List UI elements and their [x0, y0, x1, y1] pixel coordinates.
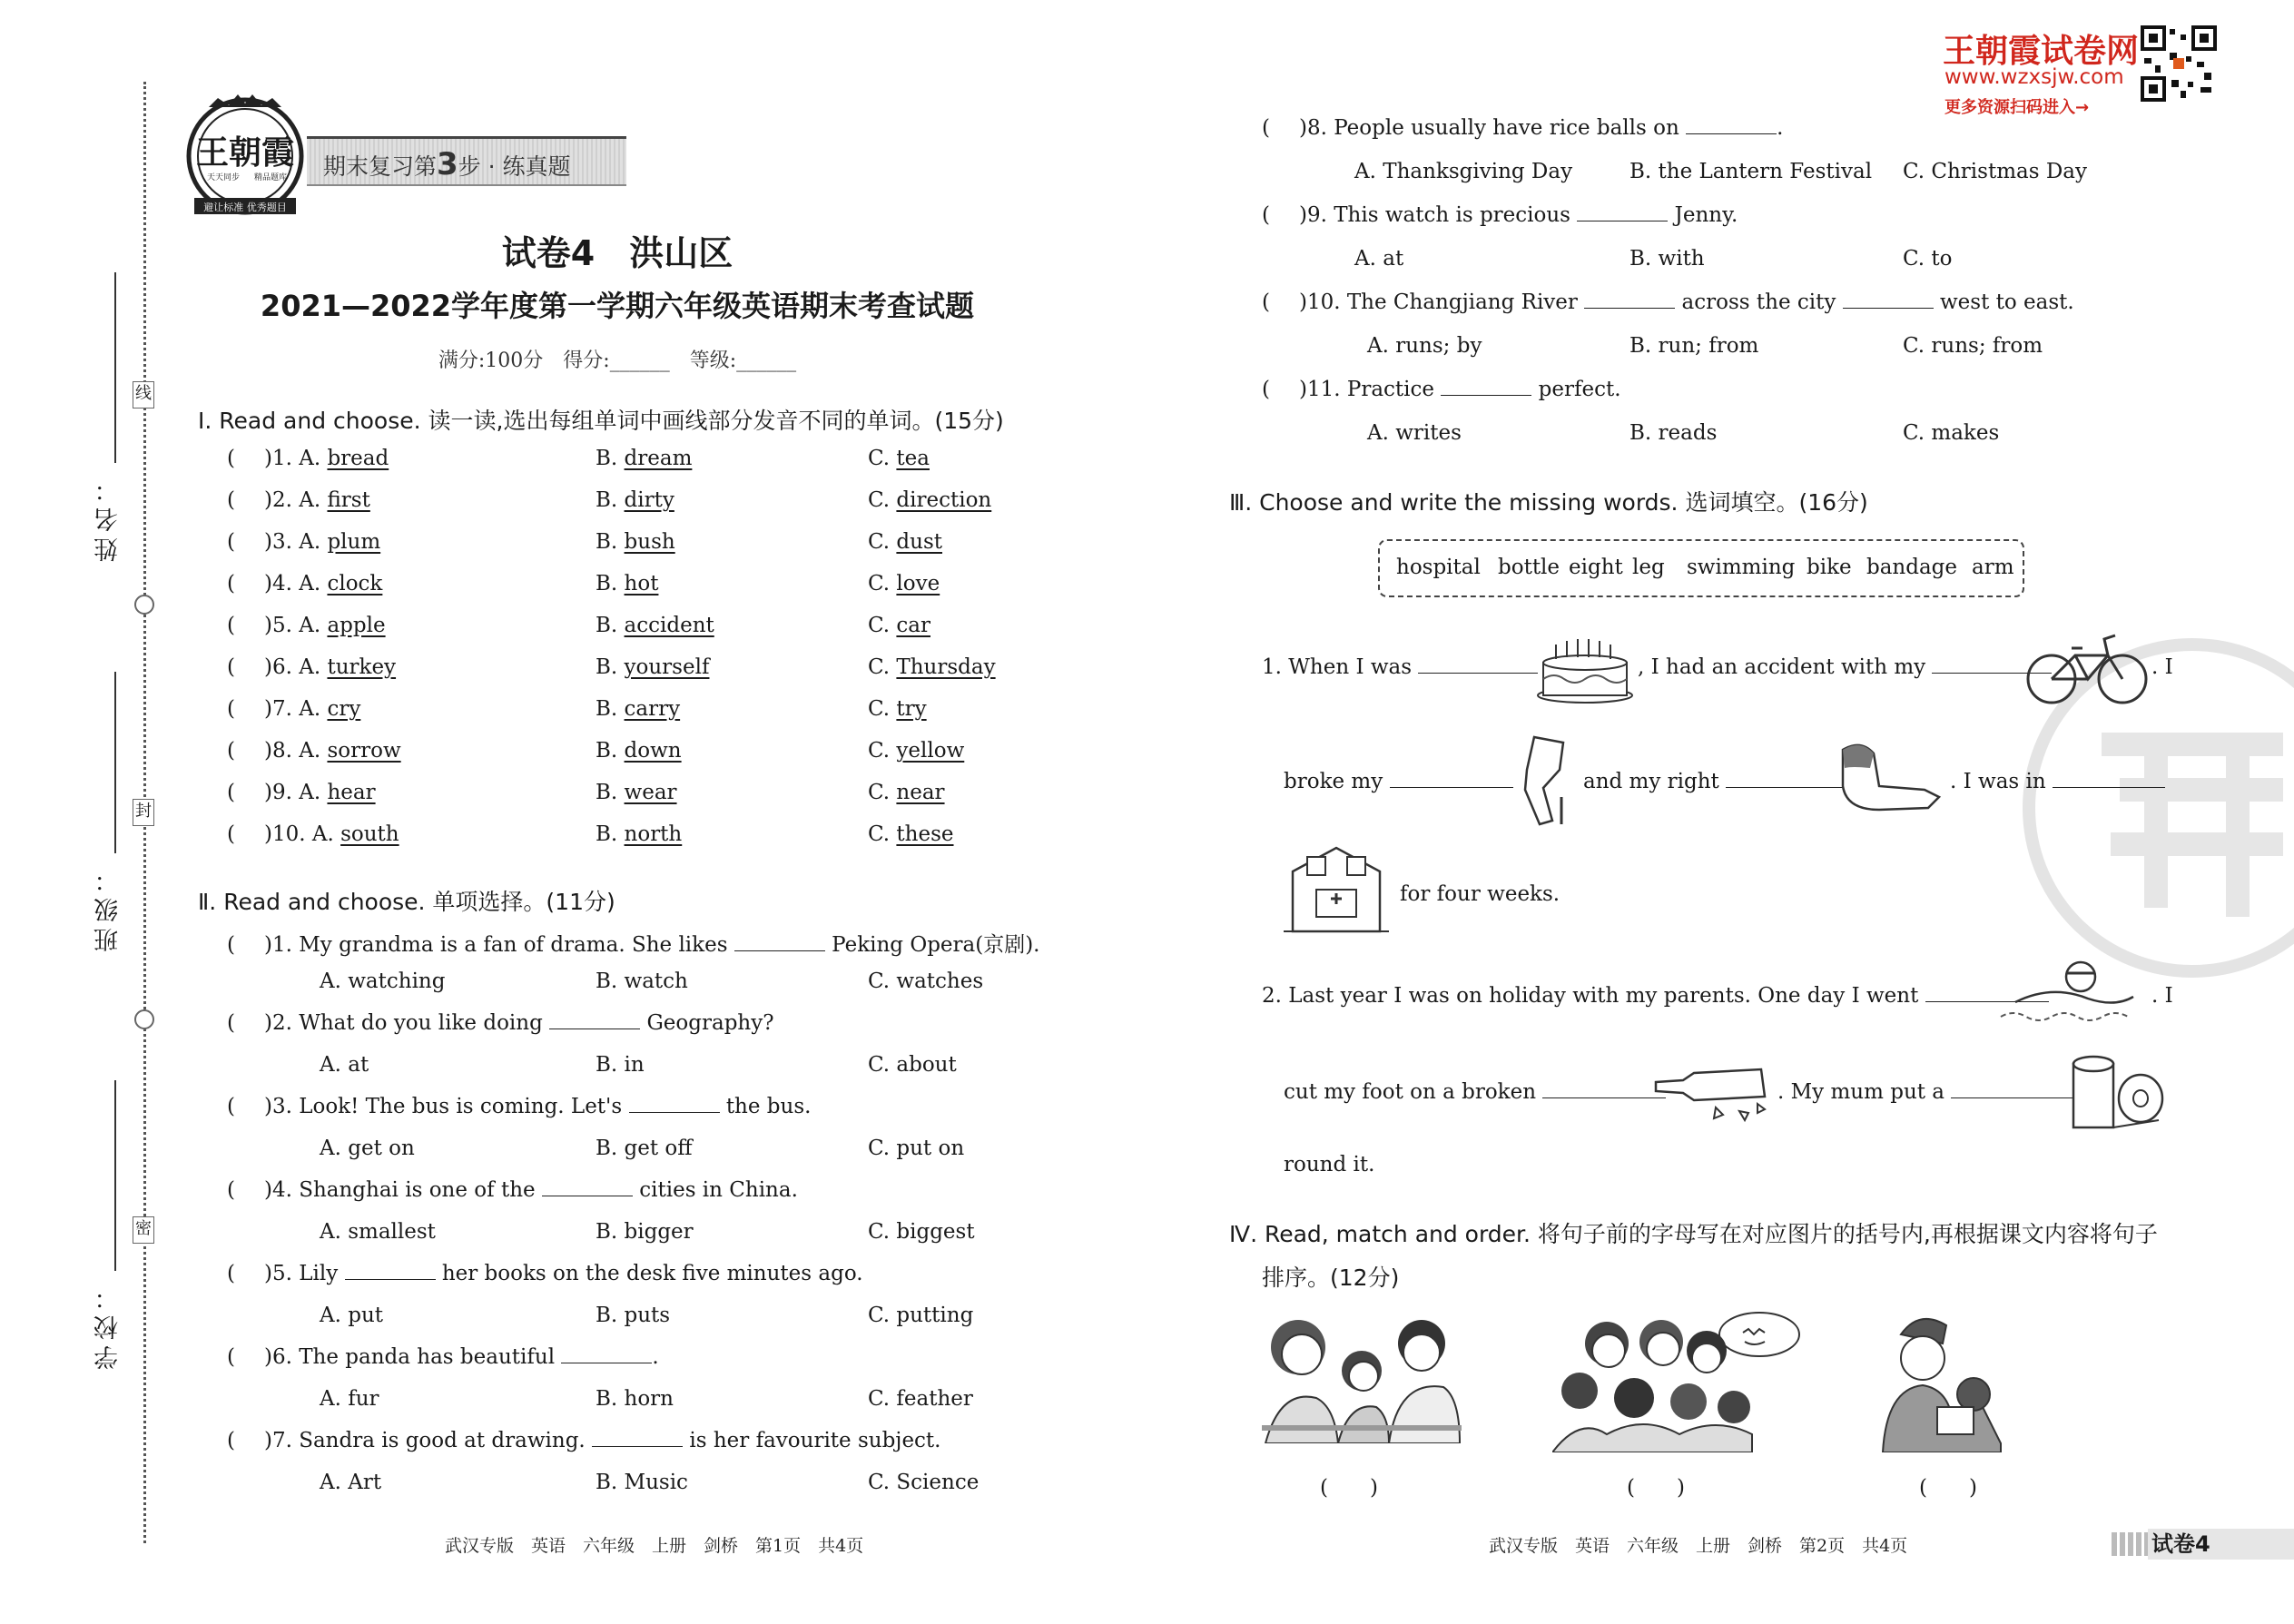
option-c: C. Science	[868, 1471, 980, 1494]
answer-blank[interactable]	[345, 1279, 436, 1280]
question-row: ( )10. A. south	[227, 822, 399, 846]
bike-icon	[2024, 619, 2151, 710]
option-c: C. these	[868, 822, 954, 846]
option-a: A. fur	[320, 1387, 379, 1411]
question-row: ( )8. People usually have rice balls on .	[1262, 116, 1784, 140]
option-b: B. yourself	[596, 655, 710, 679]
option-b: B. run; from	[1629, 334, 1759, 358]
class-picture	[1552, 1307, 1807, 1452]
option-c: C. car	[868, 614, 930, 637]
answer-blank[interactable]	[1584, 308, 1675, 309]
question-row: ( )6. The panda has beautiful .	[227, 1345, 659, 1369]
option-c: C. to	[1903, 247, 1953, 271]
seal-small-left: 天天同步	[207, 173, 241, 182]
arm-icon	[1834, 741, 1946, 822]
class-label: 班级：	[94, 862, 123, 952]
sentence-part: . I was in	[1950, 770, 2165, 793]
section4-heading-cont: 排序。(12分)	[1262, 1265, 1400, 1291]
step-banner	[307, 136, 626, 186]
site-tagline: 更多资源扫码进入→	[1944, 98, 2090, 117]
site-url[interactable]: www.wzxsjw.com	[1944, 65, 2124, 89]
option-c: C. makes	[1903, 421, 2000, 445]
picture-answer-bracket[interactable]: ( )	[1919, 1476, 1977, 1500]
question-row: ( )5. A. apple	[227, 614, 386, 637]
option-a: A. Art	[320, 1471, 382, 1494]
section4-heading: Ⅳ. Read, match and order. 将句子前的字母写在对应图片的括号内,再根据课文内容将句子	[1229, 1221, 2158, 1247]
sentence-part: . I	[2151, 984, 2173, 1008]
word-option: bandage	[1866, 556, 1958, 579]
option-c: C. dust	[868, 530, 942, 554]
option-a: A. writes	[1367, 421, 1462, 445]
word-bank	[1378, 539, 2024, 597]
section3-heading: Ⅲ. Choose and write the missing words. 选词填空。(16分)	[1229, 489, 1868, 516]
question-row: ( )5. Lily her books on the desk five minutes ago.	[227, 1262, 863, 1285]
paper-title: 试卷4 洪山区	[501, 233, 733, 273]
option-b: B. hot	[596, 572, 659, 595]
answer-blank[interactable]	[1686, 133, 1777, 134]
option-c: C. biggest	[868, 1220, 975, 1244]
sentence-part: for four weeks.	[1400, 882, 1561, 906]
question-row: ( )8. A. sorrow	[227, 739, 401, 763]
class-write-line[interactable]	[114, 672, 116, 853]
option-a: A. Thanksgiving Day	[1354, 160, 1573, 183]
page-tab: 试卷4	[2148, 1529, 2294, 1560]
question-row: ( )9. A. hear	[227, 781, 376, 804]
question-row: ( )9. This watch is precious Jenny.	[1262, 203, 1738, 227]
option-c: C. try	[868, 697, 927, 721]
option-b: B. dirty	[596, 488, 674, 512]
picture-answer-bracket[interactable]: ( )	[1627, 1476, 1685, 1500]
option-a: A. runs; by	[1367, 334, 1482, 358]
option-a: A. watching	[320, 969, 446, 993]
question-row: ( )7. A. cry	[227, 697, 361, 721]
question-row: ( )6. A. turkey	[227, 655, 397, 679]
answer-blank[interactable]	[629, 1112, 720, 1113]
seal-small-right: 精品题库	[254, 173, 288, 182]
sentence-part: round it.	[1284, 1153, 1375, 1176]
broken-bottle-icon	[1652, 1060, 1779, 1124]
answer-blank[interactable]	[1951, 1097, 2074, 1098]
option-b: B. accident	[596, 614, 714, 637]
option-b: B. dream	[596, 447, 693, 470]
score-line: 满分:100分 得分:______ 等级:______	[438, 349, 797, 372]
option-c: C. Thursday	[868, 655, 996, 679]
answer-blank[interactable]	[1441, 395, 1531, 396]
swimming-icon	[1997, 957, 2148, 1038]
option-b: B. bigger	[596, 1220, 694, 1244]
option-a: A. put	[320, 1304, 384, 1327]
word-option: arm	[1972, 556, 2014, 579]
bandage-roll-icon	[2068, 1051, 2170, 1137]
option-b: B. down	[596, 739, 682, 763]
banner-text: 期末复习第3步 · 练真题	[323, 146, 571, 182]
option-c: C. runs; from	[1903, 334, 2043, 358]
option-b: B. north	[596, 822, 683, 846]
binding-circle	[134, 595, 154, 615]
option-c: C. about	[868, 1053, 957, 1077]
doctor-picture	[1874, 1307, 2019, 1452]
question-row: ( )4. Shanghai is one of the cities in China.	[227, 1178, 798, 1202]
answer-blank[interactable]	[592, 1446, 683, 1447]
question-row: ( )2. A. first	[227, 488, 370, 512]
seal-char-line: 线	[133, 381, 154, 408]
option-a: A. smallest	[320, 1220, 436, 1244]
option-b: B. get off	[596, 1137, 693, 1160]
answer-blank[interactable]	[1843, 308, 1934, 309]
option-a: A. get on	[320, 1137, 415, 1160]
school-label: 学校：	[94, 1280, 123, 1370]
question-row: ( )10. The Changjiang River across the city west to east.	[1262, 290, 2074, 314]
answer-blank[interactable]	[2053, 787, 2165, 788]
option-b: B. carry	[596, 697, 681, 721]
option-c: C. love	[868, 572, 940, 595]
option-b: B. bush	[596, 530, 675, 554]
option-c: C. yellow	[868, 739, 965, 763]
family-picture	[1262, 1307, 1462, 1443]
page-tab-pattern	[2112, 1532, 2148, 1556]
footer-left: 武汉专版 英语 六年级 上册 剑桥 第1页 共4页	[445, 1536, 864, 1556]
word-option: bottle	[1498, 556, 1561, 579]
question-row: ( )1. My grandma is a fan of drama. She likes Peking Opera(京剧).	[227, 933, 1040, 957]
qr-code-icon[interactable]	[2141, 25, 2217, 102]
option-b: B. horn	[596, 1387, 674, 1411]
seal-motto: 避让标准 优秀题目	[203, 202, 287, 213]
hospital-icon	[1280, 844, 1393, 937]
option-c: C. tea	[868, 447, 930, 470]
binding-circle	[134, 1009, 154, 1029]
option-c: C. putting	[868, 1304, 974, 1327]
answer-blank[interactable]	[1390, 787, 1513, 788]
birthday-cake-icon	[1534, 626, 1636, 706]
question-row: ( )11. Practice perfect.	[1262, 378, 1621, 401]
word-option: swimming	[1687, 556, 1796, 579]
sentence-part: and my right	[1583, 770, 1849, 793]
word-option: leg	[1632, 556, 1665, 579]
option-c: C. direction	[868, 488, 992, 512]
question-row: ( )1. A. bread	[227, 447, 389, 470]
answer-blank[interactable]	[734, 950, 825, 951]
sentence-part: . I	[2151, 655, 2173, 679]
option-b: B. wear	[596, 781, 677, 804]
sentence-part: 1. When I was	[1262, 655, 1538, 679]
option-b: B. puts	[596, 1304, 671, 1327]
seal-char-seal: 封	[133, 799, 154, 826]
brand-seal-logo	[182, 91, 309, 218]
word-option: eight	[1569, 556, 1623, 579]
option-c: C. put on	[868, 1137, 965, 1160]
seal-name: 王朝霞	[195, 133, 294, 172]
name-label: 姓名：	[94, 472, 123, 562]
question-row: ( )4. A. clock	[227, 572, 383, 595]
option-a: A. at	[320, 1053, 369, 1077]
question-row: ( )3. A. plum	[227, 530, 381, 554]
sentence-part: . My mum put a	[1777, 1080, 2074, 1104]
answer-blank[interactable]	[1726, 787, 1849, 788]
answer-blank[interactable]	[1418, 673, 1538, 674]
word-option: hospital	[1396, 556, 1481, 579]
sentence-part: broke my	[1284, 770, 1513, 793]
school-write-line[interactable]	[114, 1080, 116, 1271]
section2-heading: Ⅱ. Read and choose. 单项选择。(11分)	[198, 889, 615, 915]
option-b: B. Music	[596, 1471, 688, 1494]
site-name: 王朝霞试卷网	[1943, 33, 2140, 70]
word-option: bike	[1807, 556, 1852, 579]
sentence-part: , I had an accident with my	[1638, 655, 2052, 679]
option-b: B. with	[1629, 247, 1705, 271]
footer-right: 武汉专版 英语 六年级 上册 剑桥 第2页 共4页	[1489, 1536, 1908, 1556]
option-c: C. watches	[868, 969, 984, 993]
option-a: A. at	[1354, 247, 1404, 271]
option-b: B. in	[596, 1053, 645, 1077]
answer-blank[interactable]	[1542, 1097, 1666, 1098]
question-row: ( )7. Sandra is good at drawing. is her favourite subject.	[227, 1429, 941, 1452]
option-b: B. reads	[1629, 421, 1718, 445]
question-row: ( )2. What do you like doing Geography?	[227, 1011, 774, 1035]
seal-char-secret: 密	[133, 1216, 154, 1244]
option-c: C. feather	[868, 1387, 973, 1411]
option-c: C. near	[868, 781, 945, 804]
question-row: ( )3. Look! The bus is coming. Let's the bus.	[227, 1095, 812, 1118]
picture-answer-bracket[interactable]: ( )	[1320, 1476, 1378, 1500]
option-b: B. watch	[596, 969, 688, 993]
sentence-part: 2. Last year I was on holiday with my parents. One day I went	[1262, 984, 2049, 1008]
section1-heading: Ⅰ. Read and choose. 读一读,选出每组单词中画线部分发音不同的单词。(15分)	[198, 408, 1004, 434]
option-b: B. the Lantern Festival	[1629, 160, 1873, 183]
paper-subtitle: 2021—2022学年度第一学期六年级英语期末考查试题	[260, 289, 975, 323]
leg-icon	[1507, 733, 1580, 830]
option-c: C. Christmas Day	[1903, 160, 2087, 183]
sentence-part: cut my foot on a broken	[1284, 1080, 1666, 1104]
